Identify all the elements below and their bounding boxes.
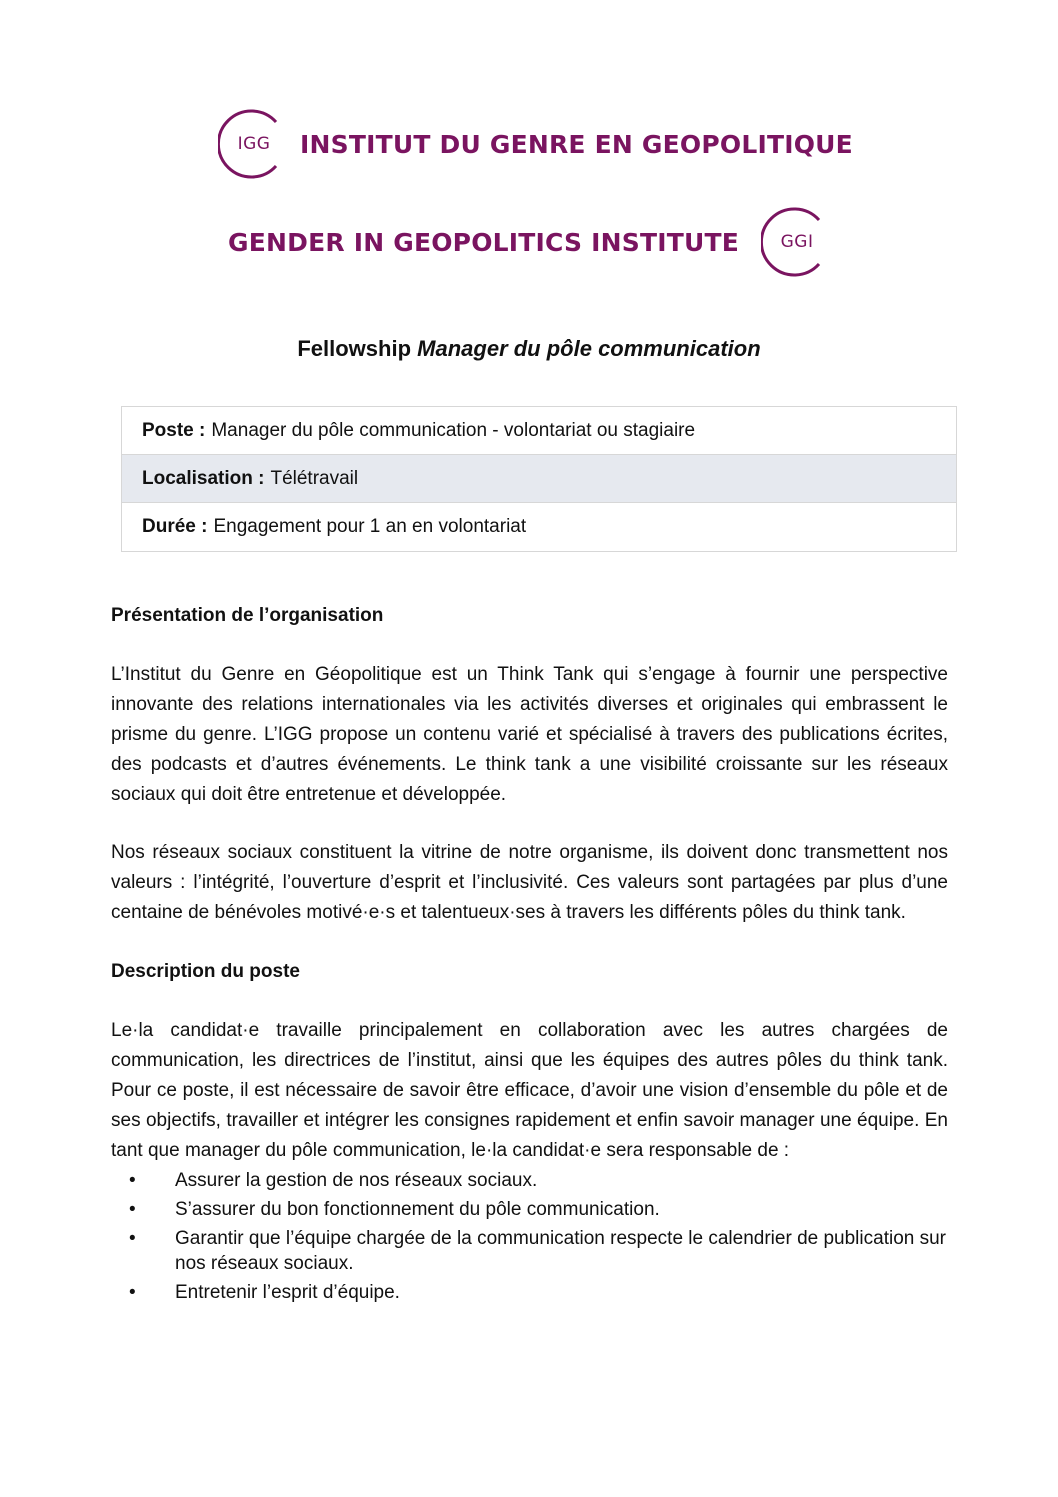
section-heading-organisation: Présentation de l’organisation <box>111 605 384 626</box>
igg-name: INSTITUT DU GENRE EN GEOPOLITIQUE <box>300 129 853 159</box>
section-heading-poste: Description du poste <box>111 961 300 982</box>
paragraph-organisation-1: L’Institut du Genre en Géopolitique est un Think Tank qui s’engage à fournir une perspective innovante des relations internationales via les activités diverses et originales qui embrassent le prisme du genre. L’IGG propose un contenu varié et spécialisé à travers des publications écrites, des podcasts et d’autres événements. Le think tank a une visibilité croissante sur les réseaux sociaux qui doit être entretenue et développée. <box>111 664 948 805</box>
bullet-icon: • <box>129 1282 136 1303</box>
paragraph-poste: Le·la candidat·e travaille principalement en collaboration avec les autres chargées de communication, les directrices de l’institut, ainsi que les équipes des autres pôles du think tank. Pour ce poste, il est nécessaire de savoir être efficace, d’avoir une vision d’ensemble du pôle et de ses objectifs, travailler et intégrer les consignes rapidement et enfin savoir manager une équipe. En tant que manager du pôle communication, le·la candidat·e sera responsable de : <box>111 1020 948 1161</box>
list-item-text: Assurer la gestion de nos réseaux sociaux. <box>175 1170 538 1191</box>
info-row-localisation <box>122 455 956 503</box>
title-prefix: Fellowship <box>297 336 412 361</box>
info-label: Poste : <box>142 419 206 441</box>
info-row-poste <box>122 407 956 455</box>
ggi-logo-mark <box>761 206 833 278</box>
list-item <box>111 1280 948 1305</box>
document-body <box>111 602 948 1309</box>
info-value: Télétravail <box>270 467 359 489</box>
list-item <box>111 1168 948 1193</box>
list-item-text: S’assurer du bon fonctionnement du pôle communication. <box>175 1199 660 1220</box>
page-title <box>0 336 1058 362</box>
list-item <box>111 1226 948 1276</box>
list-item-text: Entretenir l’esprit d’équipe. <box>175 1282 400 1303</box>
list-item <box>111 1197 948 1222</box>
bullet-icon: • <box>129 1228 136 1249</box>
logo-ggi <box>228 206 833 278</box>
info-row-duree <box>122 503 956 551</box>
info-value: Manager du pôle communication - volontariat ou stagiaire <box>211 419 696 441</box>
ggi-mark-text: GGI <box>780 232 814 252</box>
responsibilities-list <box>111 1168 948 1305</box>
info-table <box>121 406 957 552</box>
ggi-name: GENDER IN GEOPOLITICS INSTITUTE <box>228 227 740 257</box>
info-label: Durée : <box>142 516 208 537</box>
bullet-icon: • <box>129 1170 136 1191</box>
igg-mark-text: IGG <box>237 134 271 154</box>
info-label: Localisation : <box>142 467 265 489</box>
paragraph-organisation-2: Nos réseaux sociaux constituent la vitrine de notre organisme, ils doivent donc transmettent nos valeurs : l’intégrité, l’ouverture d’esprit et l’inclusivité. Ces valeurs sont partagées par plus d’une centaine de bénévoles motivé·e·s et talentueux·ses à travers les différents pôles du think tank. <box>111 842 948 923</box>
bullet-icon: • <box>129 1199 136 1220</box>
title-emphasis: Manager du pôle communication <box>417 336 761 361</box>
igg-logo-mark <box>218 108 290 180</box>
logo-igg <box>218 108 853 180</box>
list-item-text: Garantir que l’équipe chargée de la communication respecte le calendrier de publication sur nos réseaux sociaux. <box>175 1228 947 1274</box>
info-value: Engagement pour 1 an en volontariat <box>213 516 527 537</box>
